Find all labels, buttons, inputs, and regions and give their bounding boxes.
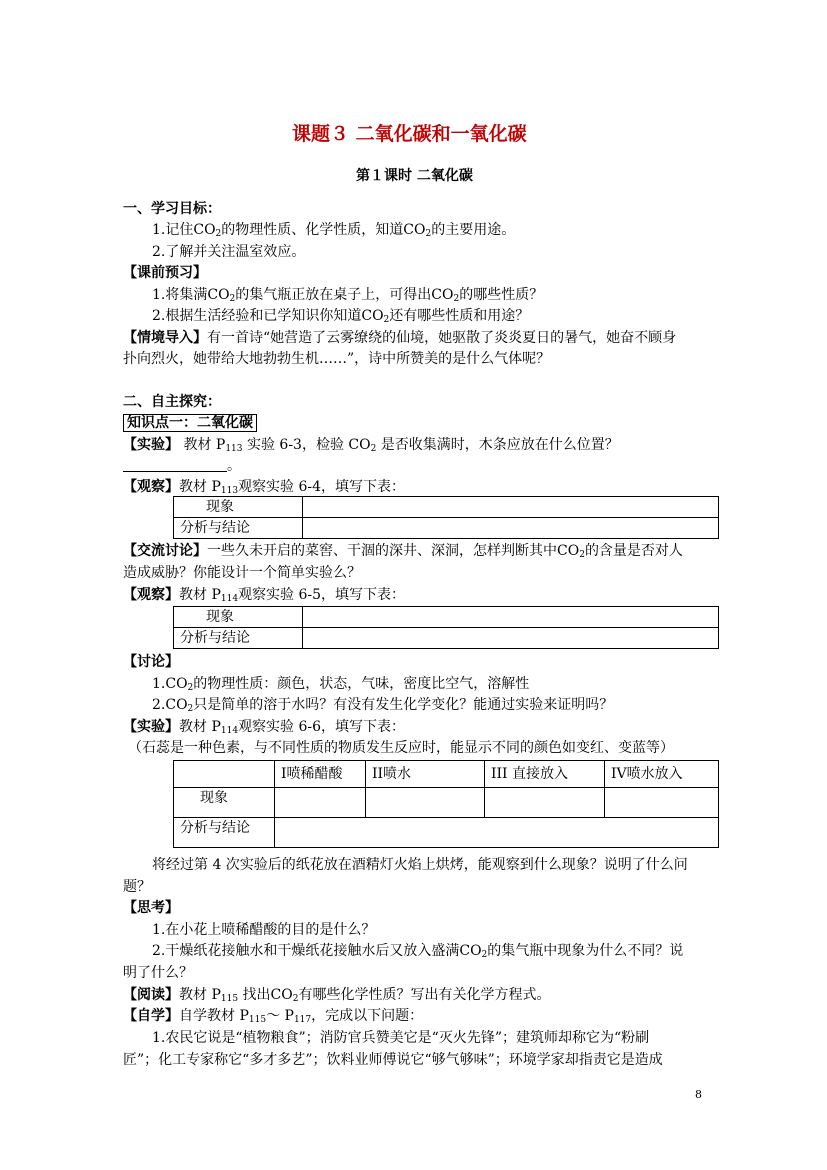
cell-phenomenon: 现象 <box>174 788 275 818</box>
header-water: II喷水 <box>366 761 485 788</box>
think-2: 2.干燥纸花接触水和干燥纸花接触水后又放入盛满$CO_2$的集气瓶中现象为什么不同？说 <box>152 943 684 960</box>
discussion-2-label: 【讨论】 <box>123 654 179 670</box>
goal-2: 2.了解并关注温室效应。 <box>152 244 306 260</box>
cell-phenomenon: 现象 <box>174 497 303 518</box>
discussion-2-q2: $2.CO_2$只是简单的溶于水吗？有没有发生化学变化？能通过实验来证明吗？ <box>152 697 614 714</box>
table-observe-2 <box>173 606 719 649</box>
think-label: 【思考】 <box>123 900 179 916</box>
table-observe-1 <box>173 496 719 539</box>
self-study: 【自学】自学教材 $P_{115}\sim$ $P_{117}$，完成以下问题： <box>123 1008 424 1025</box>
header-direct: III 直接放入 <box>485 761 605 788</box>
cell-analysis: 分析与结论 <box>174 518 303 539</box>
observe-1: 【观察】教材 $P_{113}$观察实验 6-4，填写下表： <box>123 479 406 496</box>
experiment-1: 【实验】 教材 $P_{113}$ 实验 6-3，检验 $CO_2$ 是否收集满时，木条应放在什么位置？ <box>123 437 619 454</box>
discussion-2-q1: $1.CO_2$的物理性质：颜色，状态，气味，密度比空气，溶解性 <box>152 676 530 693</box>
discussion-1: 【交流讨论】一些久未开启的菜窖、干涸的深井、深洞，怎样判断其中$CO_2$的含量是否对人 <box>123 543 683 560</box>
knowledge-point-1: 知识点一：二氧化碳 <box>123 413 257 433</box>
section-goals-heading: 一、学习目标： <box>123 201 221 217</box>
think-1: 1.在小花上喷稀醋酸的目的是什么？ <box>152 922 376 938</box>
answer-blank: 。 <box>123 456 241 476</box>
page-number: 8 <box>695 1088 702 1101</box>
observe-2: 【观察】教材 $P_{114}$观察实验 6-5，填写下表： <box>123 587 406 604</box>
goal-1: 1.记住$CO_2$的物理性质、化学性质，知道$CO_2$的主要用途。 <box>152 222 516 239</box>
section-explore-heading: 二、自主探究： <box>123 394 221 410</box>
experiment-2: 【实验】教材 $P_{114}$观察实验 6-6，填写下表： <box>123 719 406 736</box>
litmus-note: （石蕊是一种色素，与不同性质的物质发生反应时，能显示不同的颜色如变红、变蓝等） <box>128 740 674 756</box>
header-water-then-place: IV喷水放入 <box>605 761 719 788</box>
bake-question-line-2: 题？ <box>123 879 151 895</box>
reading: 【阅读】教材 $P_{115}$ 找出$CO_2$有哪些化学性质？写出有关化学方程式。 <box>123 987 551 1004</box>
intro-line-1: 【情境导入】有一首诗“她营造了云雾缭绕的仙境，她驱散了炎炎夏日的暑气，她奋不顾身 <box>123 330 677 346</box>
cell-analysis: 分析与结论 <box>174 628 303 649</box>
think-2-line-2: 明了什么？ <box>123 965 193 981</box>
self-study-1-line-2: 匠”；化工专家称它“多才多艺”；饮料业师傅说它“够气够味”；环境学家却指责它是造成 <box>123 1052 663 1068</box>
self-study-1: 1.农民它说是“植物粮食”；消防官兵赞美它是“灭火先锋”；建筑师却称它为“粉刷 <box>152 1030 650 1046</box>
discussion-1-line-2: 造成威胁？你能设计一个简单实验么？ <box>123 565 361 581</box>
table-experiment-2 <box>173 760 719 848</box>
lesson-subtitle: 第１课时 二氧化碳 <box>356 168 473 184</box>
preview-2: 2.根据生活经验和已学知识你知道$CO_2$还有哪些性质和用途？ <box>152 308 530 325</box>
preview-label: 【课前预习】 <box>123 265 207 281</box>
intro-line-2: 扑向烈火，她带给大地勃勃生机……”，诗中所赞美的是什么气体呢？ <box>123 351 551 367</box>
preview-1: 1.将集满$CO_2$的集气瓶正放在桌子上，可得出$CO_2$的哪些性质？ <box>152 287 544 304</box>
cell-analysis: 分析与结论 <box>174 818 275 848</box>
cell-phenomenon: 现象 <box>174 607 303 628</box>
header-vinegar: I喷稀醋酸 <box>275 761 366 788</box>
bake-question: 将经过第 4 次实验后的纸花放在酒精灯火焰上烘烤，能观察到什么现象？说明了什么问 <box>152 857 688 873</box>
page-title: 课题３ 二氧化碳和一氧化碳 <box>292 123 527 145</box>
